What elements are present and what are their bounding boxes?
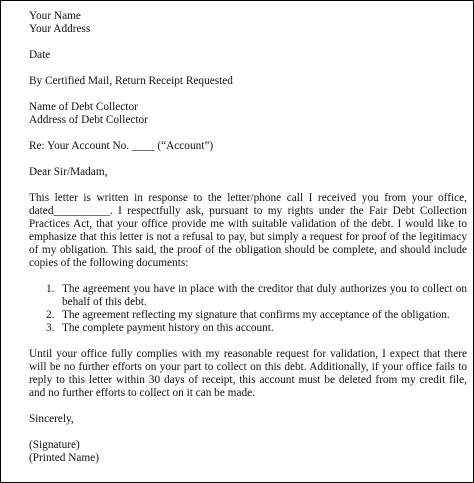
list-item-text: The agreement you have in place with the creditor that duly authorizes you to collect on behalf of this debt.	[62, 283, 467, 308]
list-item	[29, 309, 467, 322]
printed-name-placeholder: (Printed Name)	[29, 452, 99, 464]
signature-placeholder: (Signature)	[29, 439, 80, 451]
documents-list	[29, 283, 467, 335]
subject-line: Re: Your Account No. ____ (“Account”)	[29, 140, 214, 152]
spacer	[29, 88, 467, 101]
list-item	[29, 322, 467, 335]
request-paragraph: This letter is written in response to the letter/phone call I received you from your office, dated__________. I respectfully ask, pursuant to my rights under the Fair Debt Collection Practices Act, that your office provide me with suitable validation of the debt. I would like to emphasize that this letter is not a refusal to pay, but simply a request for proof of the legitimacy of my obligation. This said, the proof of the obligation should be complete, and should include copies of the following documents:	[29, 192, 467, 269]
validation-paragraph: Until your office fully complies with my reasonable request for validation, I expect that there will be no further efforts on your part to collect on this debt. Additionally, if your office fails to reply to this letter within 30 days of receipt, this account must be deleted from my credit file, and no further efforts to collect on it can be made.	[29, 348, 467, 399]
spacer	[29, 153, 467, 166]
letter-date: Date	[29, 49, 51, 61]
list-item-text: The agreement reflecting my signature that confirms my acceptance of the obligation.	[62, 309, 450, 321]
list-item-text: The complete payment history on this account.	[62, 322, 274, 334]
spacer	[29, 179, 467, 192]
spacer	[29, 400, 467, 413]
list-item-number: 1.	[46, 283, 55, 295]
list-item-number: 2.	[46, 309, 55, 321]
spacer	[29, 62, 467, 75]
closing: Sincerely,	[29, 413, 74, 425]
delivery-method: By Certified Mail, Return Receipt Requested	[29, 75, 233, 87]
salutation: Dear Sir/Madam,	[29, 166, 108, 178]
recipient-name: Name of Debt Collector	[29, 101, 138, 113]
list-item-number: 3.	[46, 322, 55, 334]
list-item	[29, 283, 467, 309]
letter-body	[29, 10, 467, 465]
spacer	[29, 127, 467, 140]
recipient-address: Address of Debt Collector	[29, 114, 148, 126]
spacer	[29, 335, 467, 348]
spacer	[29, 426, 467, 439]
sender-name: Your Name	[29, 10, 81, 22]
spacer	[29, 36, 467, 49]
sender-address: Your Address	[29, 23, 91, 35]
spacer	[29, 270, 467, 283]
